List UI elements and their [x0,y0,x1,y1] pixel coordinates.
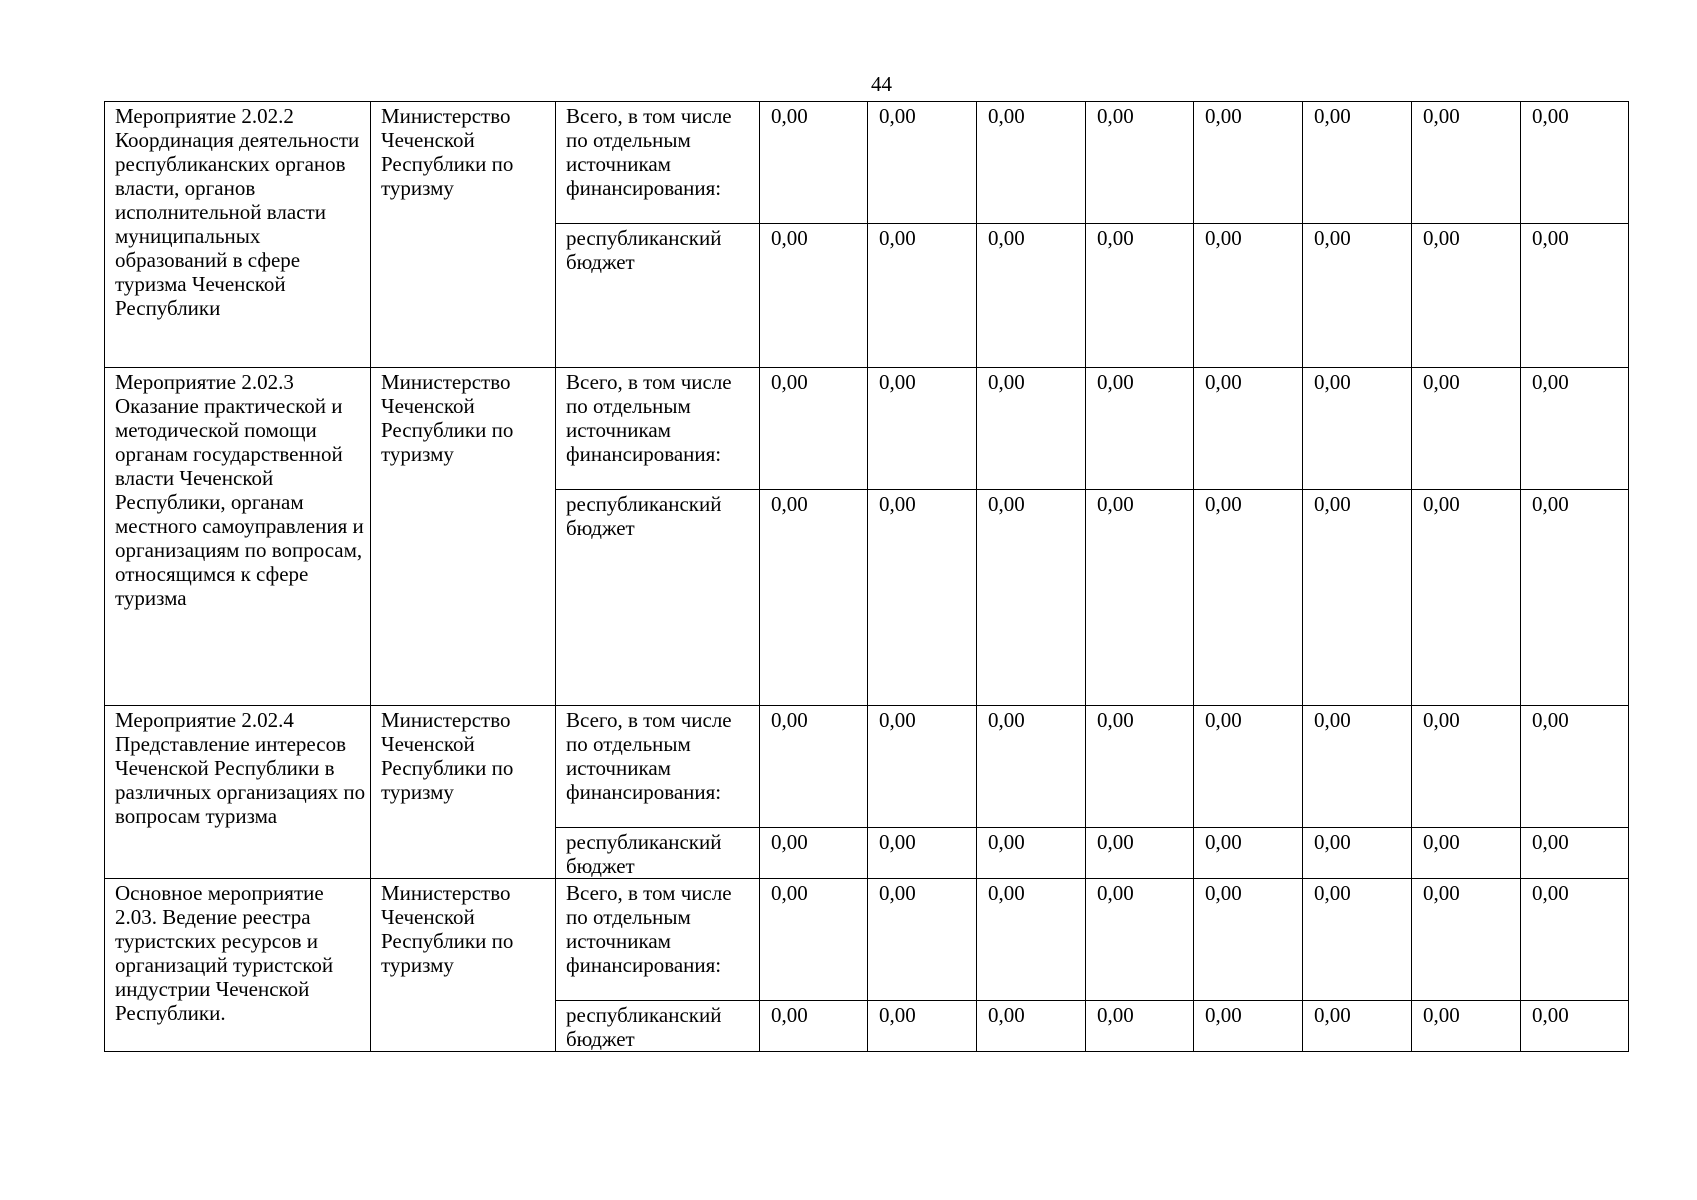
table-row [105,706,1629,828]
value-cell: 0,00 [868,706,977,828]
page-number: 44 [871,72,892,96]
value-cell: 0,00 [868,102,977,224]
value-cell: 0,00 [1303,102,1412,224]
value-cell: 0,00 [1521,368,1629,490]
value-cell: 0,00 [977,879,1086,1001]
activity-cell [105,368,371,706]
table-row [105,368,1629,490]
value-cell: 0,00 [1521,224,1629,368]
value-cell: 0,00 [1194,102,1303,224]
value-cell: 0,00 [760,224,868,368]
activity-cell [105,102,371,368]
value-cell: 0,00 [1194,490,1303,706]
value-cell: 0,00 [1412,224,1521,368]
source-label-cell [556,879,760,1001]
source-label-cell [556,706,760,828]
value-cell: 0,00 [1412,706,1521,828]
value-cell: 0,00 [1086,368,1194,490]
value-cell: 0,00 [1086,828,1194,879]
value-cell: 0,00 [1086,102,1194,224]
value-cell: 0,00 [1412,879,1521,1001]
source-label: республиканский бюджет [566,830,722,878]
value-cell: 0,00 [1303,828,1412,879]
value-cell: 0,00 [868,879,977,1001]
source-label: Всего, в том числе по отдельным источникам финансирования: [566,881,732,977]
source-label-cell [556,1001,760,1052]
value-cell: 0,00 [1086,224,1194,368]
value-cell: 0,00 [977,224,1086,368]
executor-text: Министерство Чеченской Республики по туризму [381,104,514,200]
value-cell: 0,00 [760,368,868,490]
value-cell: 0,00 [760,879,868,1001]
value-cell: 0,00 [868,368,977,490]
value-cell: 0,00 [760,828,868,879]
value-cell: 0,00 [1521,102,1629,224]
value-cell: 0,00 [977,706,1086,828]
activity-cell [105,879,371,1052]
value-cell: 0,00 [760,490,868,706]
value-cell: 0,00 [1303,1001,1412,1052]
source-label: Всего, в том числе по отдельным источникам финансирования: [566,104,732,200]
value-cell: 0,00 [1086,706,1194,828]
source-label-cell [556,368,760,490]
value-cell: 0,00 [1194,224,1303,368]
value-cell: 0,00 [760,1001,868,1052]
value-cell: 0,00 [1412,1001,1521,1052]
value-cell: 0,00 [1194,1001,1303,1052]
value-cell: 0,00 [977,368,1086,490]
source-label-cell [556,224,760,368]
executor-cell [371,102,556,368]
table-row [105,879,1629,1001]
value-cell: 0,00 [868,1001,977,1052]
executor-text: Министерство Чеченской Республики по туризму [381,881,514,977]
table-row [105,102,1629,224]
source-label: Всего, в том числе по отдельным источникам финансирования: [566,708,732,804]
executor-cell [371,879,556,1052]
activity-cell [105,706,371,879]
value-cell: 0,00 [760,102,868,224]
source-label: Всего, в том числе по отдельным источникам финансирования: [566,370,732,466]
value-cell: 0,00 [977,1001,1086,1052]
value-cell: 0,00 [1086,1001,1194,1052]
value-cell: 0,00 [1194,879,1303,1001]
value-cell: 0,00 [1194,828,1303,879]
activity-text: Мероприятие 2.02.3 Оказание практической и методической помощи органам государственной власти Чеченской Республики, органам местного самоуправления и организациям по вопросам, относящимся к сфере туризма [115,370,364,610]
value-cell: 0,00 [1412,490,1521,706]
value-cell: 0,00 [1521,490,1629,706]
budget-table [104,101,1629,1052]
value-cell: 0,00 [1303,368,1412,490]
source-label-cell [556,102,760,224]
value-cell: 0,00 [868,224,977,368]
value-cell: 0,00 [977,828,1086,879]
value-cell: 0,00 [868,828,977,879]
value-cell: 0,00 [977,490,1086,706]
value-cell: 0,00 [1521,828,1629,879]
activity-text: Мероприятие 2.02.4 Представление интересов Чеченской Республики в различных организациях по вопросам туризма [115,708,366,828]
value-cell: 0,00 [760,706,868,828]
source-label: республиканский бюджет [566,492,722,540]
value-cell: 0,00 [1303,224,1412,368]
value-cell: 0,00 [1412,828,1521,879]
value-cell: 0,00 [868,490,977,706]
value-cell: 0,00 [1194,706,1303,828]
source-label: республиканский бюджет [566,226,722,274]
activity-text: Основное мероприятие 2.03. Ведение реестра туристских ресурсов и организаций туристской индустрии Чеченской Республики. [115,881,334,1025]
source-label-cell [556,828,760,879]
value-cell: 0,00 [1303,490,1412,706]
value-cell: 0,00 [1303,879,1412,1001]
value-cell: 0,00 [1412,102,1521,224]
executor-text: Министерство Чеченской Республики по туризму [381,370,514,466]
value-cell: 0,00 [1412,368,1521,490]
source-label: республиканский бюджет [566,1003,722,1051]
value-cell: 0,00 [1521,879,1629,1001]
value-cell: 0,00 [1194,368,1303,490]
executor-cell [371,706,556,879]
value-cell: 0,00 [1303,706,1412,828]
source-label-cell [556,490,760,706]
value-cell: 0,00 [977,102,1086,224]
value-cell: 0,00 [1521,1001,1629,1052]
value-cell: 0,00 [1086,879,1194,1001]
value-cell: 0,00 [1521,706,1629,828]
executor-text: Министерство Чеченской Республики по туризму [381,708,514,804]
activity-text: Мероприятие 2.02.2 Координация деятельности республиканских органов власти, органов исполнительной власти муниципальных образований в сфере туризма Чеченской Республики [115,104,360,320]
executor-cell [371,368,556,706]
value-cell: 0,00 [1086,490,1194,706]
